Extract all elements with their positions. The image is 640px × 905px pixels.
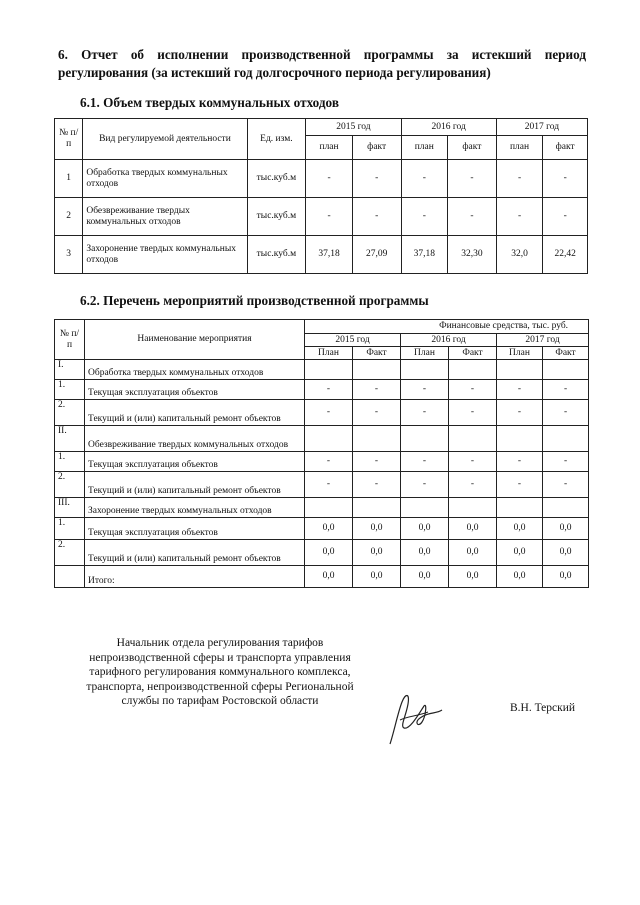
row-value: 32,0 — [496, 236, 543, 274]
row-value: 0,0 — [543, 540, 589, 566]
row-value: - — [353, 380, 401, 400]
row-value — [497, 426, 543, 452]
row-num: 1. — [55, 380, 85, 400]
row-value: 0,0 — [401, 518, 449, 540]
row-value: - — [306, 160, 353, 198]
row-value: 0,0 — [543, 566, 589, 588]
row-value: 0,0 — [497, 518, 543, 540]
row-name: Захоронение твердых коммунальных отходов — [83, 236, 247, 274]
row-num — [55, 566, 85, 588]
row-unit: тыс.куб.м — [247, 160, 306, 198]
row-name: Обработка твердых коммунальных отходов — [83, 160, 247, 198]
row-value: 0,0 — [401, 540, 449, 566]
row-value: - — [401, 472, 449, 498]
row-name: Итого: — [85, 566, 305, 588]
row-value: - — [496, 198, 543, 236]
signer-name: В.Н. Терский — [510, 702, 576, 714]
section-6-title-line2: регулирования (за истекший год долгосрочного периода регулирования) — [58, 65, 491, 80]
table-row — [55, 160, 588, 198]
row-value — [401, 426, 449, 452]
row-value: - — [497, 380, 543, 400]
header-kind: Вид регулируемой деятельности — [83, 119, 247, 160]
row-value: - — [543, 452, 589, 472]
row-value: 37,18 — [401, 236, 448, 274]
table-row — [55, 540, 589, 566]
row-value: 27,09 — [352, 236, 401, 274]
row-value: - — [543, 380, 589, 400]
header-plan: план — [306, 136, 353, 160]
row-value: - — [352, 160, 401, 198]
row-value: 0,0 — [305, 566, 353, 588]
section-6-title-line1: 6. Отчет об исполнении производственной программы за истекший период — [58, 47, 586, 62]
header-fact: Факт — [543, 347, 589, 360]
header-plan: план — [401, 136, 448, 160]
header-plan: План — [305, 347, 353, 360]
row-num: 1 — [55, 160, 83, 198]
row-value: - — [305, 400, 353, 426]
waste-volume-table — [54, 118, 588, 274]
row-value: - — [353, 472, 401, 498]
header-plan: План — [497, 347, 543, 360]
program-measures-table — [54, 319, 589, 588]
row-name: Захоронение твердых коммунальных отходов — [85, 498, 305, 518]
row-value — [497, 498, 543, 518]
row-value: - — [543, 472, 589, 498]
header-fact: Факт — [449, 347, 497, 360]
row-value: 0,0 — [305, 518, 353, 540]
row-value: - — [543, 160, 588, 198]
row-value: - — [449, 380, 497, 400]
row-value: - — [497, 472, 543, 498]
row-num: 3 — [55, 236, 83, 274]
row-num: III. — [55, 498, 85, 518]
table-row — [55, 472, 589, 498]
row-name: Текущий и (или) капитальный ремонт объектов — [85, 540, 305, 566]
row-value — [401, 360, 449, 380]
row-value: 0,0 — [449, 566, 497, 588]
table-row — [55, 236, 588, 274]
row-value: - — [496, 160, 543, 198]
header-year: 2017 год — [496, 119, 587, 136]
row-num: 2. — [55, 540, 85, 566]
table-row — [55, 360, 589, 380]
row-value: 0,0 — [543, 518, 589, 540]
row-value: - — [353, 400, 401, 426]
section-6-1-title: 6.1. Объем твердых коммунальных отходов — [80, 95, 339, 110]
row-value: 0,0 — [449, 540, 497, 566]
row-value: - — [352, 198, 401, 236]
header-year: 2016 год — [401, 334, 497, 347]
row-value — [353, 426, 401, 452]
header-name: Наименование мероприятия — [85, 320, 305, 360]
row-value: 0,0 — [497, 540, 543, 566]
row-num: I. — [55, 360, 85, 380]
row-value: - — [401, 198, 448, 236]
row-value: - — [449, 472, 497, 498]
header-year: 2015 год — [305, 334, 401, 347]
table-row — [55, 380, 589, 400]
header-plan: план — [496, 136, 543, 160]
header-year: 2017 год — [497, 334, 589, 347]
table-total-row — [55, 566, 589, 588]
header-unit: Ед. изм. — [247, 119, 306, 160]
row-value: - — [448, 160, 497, 198]
row-value: - — [401, 400, 449, 426]
header-fact: факт — [352, 136, 401, 160]
row-value — [353, 498, 401, 518]
row-value: 0,0 — [401, 566, 449, 588]
row-name: Текущая эксплуатация объектов — [85, 518, 305, 540]
row-value: - — [306, 198, 353, 236]
row-value — [543, 360, 589, 380]
row-value: 0,0 — [449, 518, 497, 540]
header-plan: План — [401, 347, 449, 360]
header-num: № п/п — [55, 320, 85, 360]
handwritten-signature-icon — [380, 682, 450, 752]
row-value — [543, 498, 589, 518]
row-value: - — [401, 452, 449, 472]
table-row — [55, 498, 589, 518]
row-name: Обезвреживание твердых коммунальных отходов — [83, 198, 247, 236]
row-value: 22,42 — [543, 236, 588, 274]
row-num: 2. — [55, 400, 85, 426]
row-value — [449, 426, 497, 452]
row-value — [543, 426, 589, 452]
row-num: 2 — [55, 198, 83, 236]
row-value: 0,0 — [353, 540, 401, 566]
row-value: 0,0 — [353, 566, 401, 588]
row-value: 32,30 — [448, 236, 497, 274]
header-year: 2016 год — [401, 119, 496, 136]
section-6-2-title: 6.2. Перечень мероприятий производственной программы — [80, 293, 429, 308]
row-value: - — [543, 400, 589, 426]
row-value: - — [401, 380, 449, 400]
row-num: 2. — [55, 472, 85, 498]
section-6-title — [58, 46, 586, 82]
row-value — [449, 360, 497, 380]
row-value: - — [401, 160, 448, 198]
row-value: 37,18 — [306, 236, 353, 274]
row-name: Обработка твердых коммунальных отходов — [85, 360, 305, 380]
table-row — [55, 518, 589, 540]
table-row — [55, 198, 588, 236]
row-value: 0,0 — [305, 540, 353, 566]
row-name: Обезвреживание твердых коммунальных отходов — [85, 426, 305, 452]
row-value: - — [497, 400, 543, 426]
row-value: - — [353, 452, 401, 472]
signer-position: Начальник отдела регулирования тарифов непроизводственной сферы и транспорта управления тарифного регулирования коммунального комплекса, транспорта, непроизводственной сферы Региональной службы по тарифам Ростовской области — [86, 637, 354, 707]
row-unit: тыс.куб.м — [247, 198, 306, 236]
row-value — [305, 498, 353, 518]
row-num: 1. — [55, 452, 85, 472]
header-fact: Факт — [353, 347, 401, 360]
header-year: 2015 год — [306, 119, 401, 136]
row-value: - — [449, 400, 497, 426]
row-value: - — [305, 472, 353, 498]
row-num: 1. — [55, 518, 85, 540]
header-finance: Финансовые средства, тыс. руб. — [305, 320, 589, 334]
row-value: - — [449, 452, 497, 472]
row-value — [497, 360, 543, 380]
header-fact: факт — [543, 136, 588, 160]
row-name: Текущая эксплуатация объектов — [85, 452, 305, 472]
table-row — [55, 400, 589, 426]
row-name: Текущий и (или) капитальный ремонт объектов — [85, 400, 305, 426]
row-value: - — [305, 380, 353, 400]
row-value — [305, 426, 353, 452]
row-value — [353, 360, 401, 380]
row-value: 0,0 — [353, 518, 401, 540]
row-unit: тыс.куб.м — [247, 236, 306, 274]
header-num: № п/п — [55, 119, 83, 160]
row-value — [449, 498, 497, 518]
row-value — [401, 498, 449, 518]
header-fact: факт — [448, 136, 497, 160]
table-row — [55, 426, 589, 452]
row-name: Текущая эксплуатация объектов — [85, 380, 305, 400]
table-row — [55, 452, 589, 472]
row-name: Текущий и (или) капитальный ремонт объектов — [85, 472, 305, 498]
row-num: II. — [55, 426, 85, 452]
row-value: - — [497, 452, 543, 472]
row-value: - — [448, 198, 497, 236]
row-value — [305, 360, 353, 380]
row-value: - — [543, 198, 588, 236]
row-value: 0,0 — [497, 566, 543, 588]
row-value: - — [305, 452, 353, 472]
